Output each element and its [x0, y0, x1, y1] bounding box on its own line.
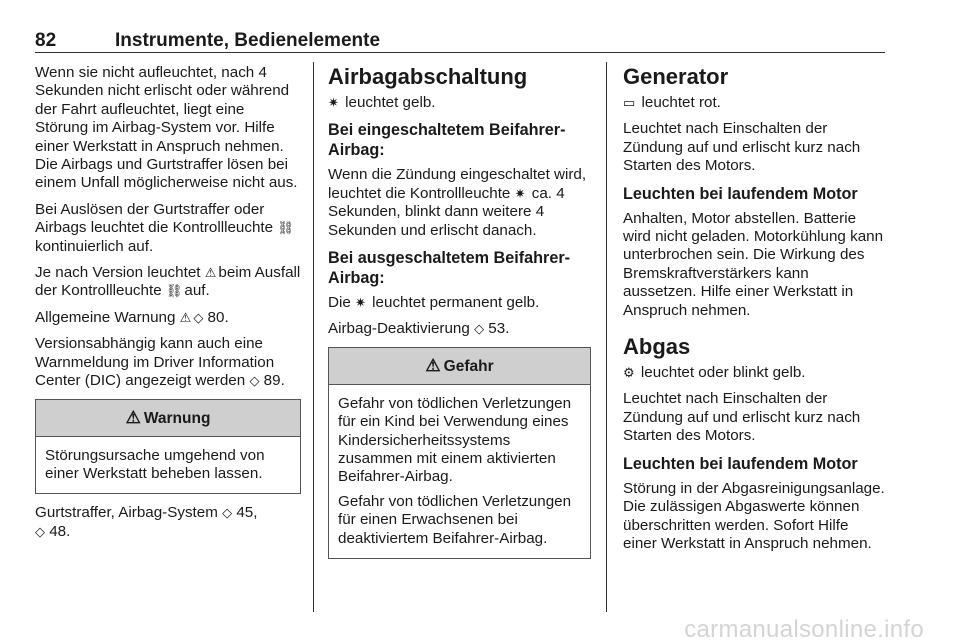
header-divider: [35, 52, 885, 53]
page-ref[interactable]: 53.: [488, 320, 510, 338]
column-divider-1: [313, 62, 314, 612]
danger-box-body: Gefahr von tödlichen Verletzungen für ein Kind bei Verwendung eines Kindersicherheitssystems zusammen mit einem aktivierten Beifahrer-Airbag. Gefahr von tödlichen Verletzungen für einen Erwachsenen bei deaktiviertem Beifahrer-Airbag.: [338, 394, 572, 547]
page-number: 82: [35, 30, 57, 51]
paragraph: Leuchtet nach Einschalten der Zündung auf und erlischt kurz nach Starten des Motors.: [623, 390, 861, 445]
column-2: [328, 64, 591, 569]
warning-triangle-icon: ⚠: [204, 265, 217, 281]
airbag-off-icon: ✷: [328, 95, 339, 110]
page-ref-icon: ◇: [222, 505, 233, 521]
section-heading: Generator: [623, 64, 729, 89]
paragraph: Wenn die Zündung eingeschaltet wird, leuchtet die Kontrollleuchte ✷ ca. 4 Sekunden, blinkt dann weitere 4 Sekunden und erlischt danach.: [328, 166, 587, 239]
paragraph: Je nach Version leuchtet ⚠ beim Ausfall der Kontrollleuchte ⛓ auf.: [35, 264, 301, 300]
paragraph: Versionsabhängig kann auch eine Warnmeldung im Driver Information Center (DIC) angezeigt werden ◇ 89.: [35, 335, 285, 390]
watermark: carmanualsonline.info: [684, 616, 924, 643]
page-ref-icon: ◇: [193, 309, 204, 325]
paragraph: Störung in der Abgasreinigungsanlage. Die zulässigen Abgaswerte können überschritten werden. Sofort Hilfe einer Werkstatt in Anspruch nehmen.: [623, 479, 885, 552]
paragraph: Die ✷ leuchtet permanent gelb.: [328, 294, 540, 312]
page-ref[interactable]: 45,: [236, 504, 258, 522]
warning-triangle-icon: ⚠: [425, 355, 441, 375]
airbag-off-icon: ✷: [355, 295, 366, 311]
seatbelt-icon: ⛓: [277, 220, 294, 236]
paragraph: Gurtstraffer, Airbag-System ◇ 45, ◇ 48.: [35, 504, 258, 540]
page-ref[interactable]: 89.: [263, 372, 285, 390]
page-ref-icon: ◇: [474, 321, 485, 337]
paragraph: Allgemeine Warnung ⚠ ◇ 80.: [35, 308, 229, 326]
paragraph: Anhalten, Motor abstellen. Batterie wird nicht geladen. Motorkühlung kann unterbrochen sein. Die Wirkung des Bremskraftverstärkers kann aussetzen. Hilfe einer Werkstatt in Anspruch nehmen.: [623, 209, 884, 319]
page-title: Instrumente, Bedienelemente: [115, 30, 381, 51]
engine-icon: ⚙: [623, 365, 635, 381]
paragraph: Bei Auslösen der Gurtstraffer oder Airbags leuchtet die Kontrollleuchte ⛓kontinuierlich auf.: [35, 200, 294, 255]
paragraph: Leuchtet nach Einschalten der Zündung auf und erlischt kurz nach Starten des Motors.: [623, 120, 861, 175]
danger-box: [328, 347, 591, 559]
warning-box-header: ⚠ Warnung: [36, 400, 300, 437]
paragraph: Airbag-Deaktivierung ◇ 53.: [328, 320, 510, 338]
page-ref[interactable]: 48.: [49, 522, 71, 540]
airbag-off-icon: ✷: [514, 185, 526, 201]
page-ref-icon: ◇: [249, 373, 260, 389]
subheading: Leuchten bei laufendem Motor: [623, 454, 858, 473]
paragraph: ⚙ leuchtet oder blinkt gelb.: [623, 364, 806, 382]
danger-box-header: ⚠ Gefahr: [329, 348, 590, 385]
subheading: Bei ausgeschaltetem Beifahrer-Airbag:: [328, 249, 571, 288]
paragraph: Wenn sie nicht aufleuchtet, nach 4 Sekunden nicht erlischt oder während der Fahrt aufleuchtet, liegt eine Störung im Airbag-System vor. Hilfe einer Werkstatt in Anspruch nehmen. Die Airbags und Gurtstraffer lösen bei einem Unfall möglicherweise nicht aus.: [35, 64, 298, 192]
page-ref-icon: ◇: [35, 523, 45, 539]
paragraph: ▭ leuchtet rot.: [623, 94, 721, 111]
page-header: [35, 30, 885, 52]
column-divider-2: [606, 62, 607, 612]
column-1: [35, 64, 301, 549]
page-ref[interactable]: 80.: [207, 308, 229, 326]
warning-box-body: Störungsursache umgehend von einer Werkstatt beheben lassen.: [45, 446, 265, 482]
section-heading: Airbagabschaltung: [328, 64, 528, 89]
warning-box: [35, 399, 301, 495]
paragraph: ✷ leuchtet gelb.: [328, 94, 436, 111]
subheading: Leuchten bei laufendem Motor: [623, 184, 858, 203]
warning-triangle-icon: ⚠: [179, 309, 192, 325]
column-3: [623, 64, 886, 561]
seatbelt-icon: ⛓: [165, 283, 183, 299]
warning-triangle-icon: ⚠: [125, 407, 141, 427]
section-heading: Abgas: [623, 334, 691, 360]
battery-icon: ▭: [623, 95, 636, 110]
subheading: Bei eingeschaltetem Beifahrer-Airbag:: [328, 121, 566, 160]
